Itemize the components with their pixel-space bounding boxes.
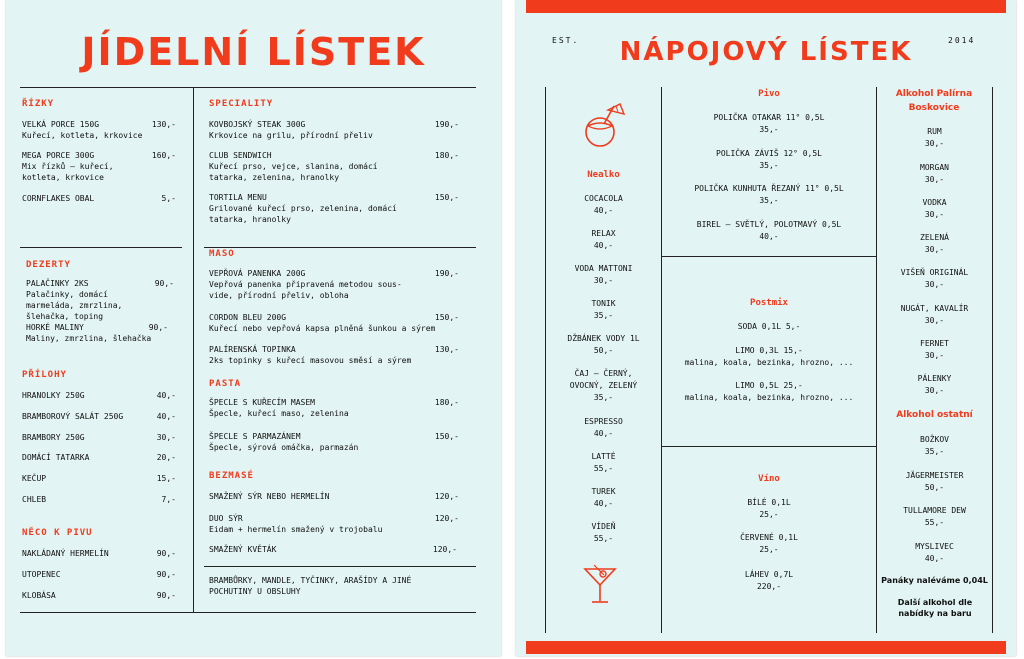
item-name: NAKLÁDANÝ HERMELÍN <box>22 549 109 558</box>
drink-price: 25,- <box>759 545 779 554</box>
top-accent-bar <box>526 0 1006 13</box>
drink-price: 40,- <box>593 429 614 438</box>
menu-item <box>209 491 459 502</box>
bottom-accent-bar <box>526 641 1006 654</box>
item-name: CORDON BLEU 200G <box>209 313 287 322</box>
item-name: DUO SÝR <box>209 514 243 523</box>
menu-item <box>22 494 176 505</box>
drink-price: 30,- <box>924 386 945 395</box>
item-price: 160,- <box>151 151 176 160</box>
drink-item <box>877 338 992 362</box>
drink-name: DŽBÁNEK VODY 1L <box>567 334 640 343</box>
section-title-bezmase: BEZMASÉ <box>209 471 254 481</box>
drink-price: 40,- <box>924 554 945 563</box>
drink-item <box>546 263 661 287</box>
drink-name: BÍLÉ 0,1L <box>747 498 791 507</box>
drink-price: 30,- <box>924 139 945 148</box>
drink-item <box>877 126 992 150</box>
item-desc: Špecle, sýrová omáčka, parmazán <box>209 443 359 452</box>
item-price: 120,- <box>434 492 459 501</box>
coconut-drink-icon <box>580 100 626 150</box>
item-price: 90,- <box>148 323 168 332</box>
item-name: ŠPECLE S KUŘECÍM MASEM <box>209 398 315 407</box>
section-title-rizky: ŘÍZKY <box>22 99 55 109</box>
snacks-note-text: BRAMBŮRKY, MANDLE, TYČINKY, ARAŠÍDY A JINÉ POCHUTINY U OBSLUHY <box>209 576 412 596</box>
section-title-prilohy: PŘÍLOHY <box>22 370 67 380</box>
drink-item <box>546 451 661 475</box>
divider <box>662 446 876 447</box>
item-name: ŠPECLE S PARMAZÁNEM <box>209 432 301 441</box>
drink-name: RUM <box>927 127 942 136</box>
drink-price: 30,- <box>924 316 945 325</box>
drink-name: POLIČKA KUNHUTA ŘEZANÝ 11° 0,5L <box>694 184 844 193</box>
item-desc: Špecle, kuřecí maso, zelenina <box>209 409 349 418</box>
drink-name: ČERVENÉ 0,1L <box>740 533 798 542</box>
section-title-pasta: PASTA <box>209 379 242 389</box>
drink-name: VODKA <box>922 198 947 207</box>
menu-item <box>22 390 176 401</box>
drink-name: FERNET <box>920 339 949 348</box>
column-divider <box>992 87 993 633</box>
item-desc: Grilované kuřecí prso, zelenina, domácí tatarka, hranolky <box>209 204 397 224</box>
item-price: 150,- <box>434 432 459 441</box>
menu-item <box>22 411 176 422</box>
drink-name: LIMO 0,5L 25,- <box>735 381 803 390</box>
drink-price: 40,- <box>593 499 614 508</box>
drink-item <box>877 541 992 565</box>
food-menu-title: JÍDELNÍ LÍSTEK <box>81 30 426 74</box>
drink-price: 30,- <box>924 175 945 184</box>
drink-name: NUGÁT, KAVALÍR <box>900 304 969 313</box>
drink-desc: malina, koala, bezinka, hrozno, ... <box>684 393 854 402</box>
section-title-postmix: Postmix <box>750 298 788 308</box>
menu-item <box>22 432 176 443</box>
item-name: SMAŽENÝ KVĚTÁK <box>209 545 277 554</box>
menu-item <box>209 344 459 366</box>
drink-price: 30,- <box>593 276 614 285</box>
item-name: PALAČINKY 2KS <box>26 279 89 288</box>
drink-item <box>662 183 876 207</box>
item-name: KEČUP <box>22 474 47 483</box>
item-price: 180,- <box>434 151 459 160</box>
item-price: 15,- <box>156 474 176 483</box>
item-name: PALÍRENSKÁ TOPINKA <box>209 345 296 354</box>
drink-name: MYSLIVEC <box>915 542 954 551</box>
drink-item <box>546 521 661 545</box>
drink-item <box>662 219 876 243</box>
drink-price: 35,- <box>759 161 779 170</box>
drink-item <box>877 505 992 529</box>
drink-item <box>546 228 661 252</box>
menu-item <box>22 590 176 601</box>
divider <box>662 256 876 257</box>
menu-item <box>22 452 176 463</box>
item-price: 5,- <box>161 194 176 203</box>
drink-name: VODA MATTONI <box>574 264 633 273</box>
item-price: 130,- <box>151 120 176 129</box>
drink-name: LÁHEV 0,7L <box>744 570 794 579</box>
drink-price: 30,- <box>924 210 945 219</box>
menu-item <box>209 312 459 334</box>
item-desc: Kuřecí prso, vejce, slanina, domácí tatarka, zelenina, hranolky <box>209 162 378 182</box>
drink-price: 35,- <box>924 447 945 456</box>
menu-item <box>22 548 176 559</box>
menu-item <box>209 192 459 225</box>
item-price: 130,- <box>434 345 459 354</box>
menu-item <box>22 119 176 141</box>
drink-name: TULLAMORE DEW <box>903 506 966 515</box>
item-name: TORTILA MENU <box>209 193 267 202</box>
drink-name: MORGAN <box>920 163 949 172</box>
food-menu-page <box>6 0 501 656</box>
snacks-note <box>209 575 444 597</box>
item-price: 90,- <box>154 279 174 288</box>
drink-price: 30,- <box>924 280 945 289</box>
menu-item <box>22 193 176 204</box>
section-title-speciality: SPECIALITY <box>209 99 274 109</box>
item-price: 7,- <box>161 495 176 504</box>
drink-name: COCACOLA <box>584 194 623 203</box>
drink-price: 35,- <box>593 311 614 320</box>
drink-name: PÁLENKY <box>917 374 952 383</box>
item-price: 190,- <box>434 120 459 129</box>
item-name: SMAŽENÝ SÝR NEBO HERMELÍN <box>209 492 330 501</box>
cocktail-glass-icon <box>582 563 618 607</box>
item-desc: Eidam + hermelín smažený v trojobalu <box>209 525 383 534</box>
drink-item <box>556 368 651 404</box>
item-name: HRANOLKY 250G <box>22 391 85 400</box>
section-title-ostatni: Alkohol ostatní <box>896 410 973 420</box>
drink-price: 55,- <box>593 534 614 543</box>
bar-offer-note: Další alkohol dle nabídky na baru <box>897 598 973 618</box>
item-name: BRAMBORY 250G <box>22 433 85 442</box>
item-price: 40,- <box>156 412 176 421</box>
menu-item <box>209 150 459 183</box>
drink-item <box>662 380 876 404</box>
drink-item <box>877 232 992 256</box>
drink-price: 55,- <box>924 518 945 527</box>
menu-item <box>22 150 176 183</box>
drink-item <box>662 497 876 521</box>
drink-item <box>877 303 992 327</box>
drink-name: LIMO 0,3L 15,- <box>735 346 803 355</box>
drink-name: TUREK <box>591 487 616 496</box>
menu-item <box>209 431 459 453</box>
item-price: 30,- <box>156 433 176 442</box>
drink-price: 35,- <box>759 196 779 205</box>
drink-name: LATTÉ <box>591 452 616 461</box>
shot-size-note: Panáky naléváme 0,04L <box>881 576 988 585</box>
drink-item <box>877 434 992 458</box>
menu-item <box>209 513 459 535</box>
item-name: MEGA PORCE 300G <box>22 151 95 160</box>
item-name: CORNFLAKES OBAL <box>22 194 95 203</box>
divider <box>20 87 476 88</box>
item-desc: Mix řízků – kuřecí, kotleta, krkovice <box>22 162 114 182</box>
menu-item <box>22 473 176 484</box>
item-price: 90,- <box>156 549 176 558</box>
item-price: 150,- <box>434 313 459 322</box>
menu-item <box>22 569 176 580</box>
menu-item <box>26 322 168 344</box>
drink-name: ESPRESSO <box>584 417 623 426</box>
drink-name: BOŽKOV <box>920 435 949 444</box>
divider <box>20 247 182 248</box>
item-desc: Palačinky, domácí marmeláda, zmrzlina, šlehačka, toping <box>26 290 123 321</box>
drink-price: 50,- <box>593 346 614 355</box>
drink-item <box>546 486 661 510</box>
item-price: 40,- <box>156 391 176 400</box>
drink-price: 30,- <box>924 245 945 254</box>
menu-item <box>209 397 459 419</box>
drink-item <box>662 321 876 333</box>
drink-name: VÍDEŇ <box>591 522 616 531</box>
menu-item <box>209 268 459 301</box>
divider <box>204 247 476 248</box>
drink-name: ZELENÁ <box>920 233 949 242</box>
item-desc: 2ks topinky s kuřecí masovou směsí a sýrem <box>209 356 412 365</box>
drink-item <box>546 193 661 217</box>
section-title-neco-k-pivu: NĚCO K PIVU <box>22 528 93 538</box>
item-name: CHLEB <box>22 495 47 504</box>
drink-item <box>877 267 992 291</box>
drink-price: 35,- <box>593 393 614 402</box>
drinks-menu-title: NÁPOJOVÝ LÍSTEK <box>619 37 913 67</box>
item-desc: Kuřecí, kotleta, krkovice <box>22 131 143 140</box>
item-price: 120,- <box>432 545 457 554</box>
item-name: UTOPENEC <box>22 570 61 579</box>
section-title-nealko: Nealko <box>587 170 620 180</box>
item-name: DOMÁCÍ TATARKA <box>22 453 90 462</box>
drink-item <box>877 373 992 397</box>
divider <box>20 612 476 613</box>
drink-price: 55,- <box>593 464 614 473</box>
item-desc: Vepřová panenka připravená metodou sous-vide, přírodní přeliv, obloha <box>209 280 402 300</box>
drink-item <box>877 470 992 494</box>
item-desc: Maliny, zmrzlina, šlehačka <box>26 334 152 343</box>
drink-item <box>877 197 992 221</box>
item-name: BRAMBOROVÝ SALÁT 250G <box>22 412 124 421</box>
est-label: EST. <box>552 36 580 45</box>
divider <box>204 566 476 567</box>
item-name: VELKÁ PORCE 150G <box>22 120 100 129</box>
drink-name: VIŠEŇ ORIGINÁL <box>900 268 969 277</box>
drink-price: 35,- <box>759 125 779 134</box>
drink-item <box>662 148 876 172</box>
drink-price: 220,- <box>756 582 782 591</box>
item-price: 120,- <box>434 514 459 523</box>
drink-name: POLIČKA OTAKAR 11° 0,5L <box>713 113 825 122</box>
drink-name: JÄGERMEISTER <box>905 471 964 480</box>
section-title-pivo: Pivo <box>758 89 780 99</box>
est-year: 2014 <box>948 36 976 45</box>
menu-item <box>26 278 174 322</box>
drink-price: 40,- <box>759 232 779 241</box>
section-title-maso: MASO <box>209 249 235 259</box>
drink-name: ČAJ – ČERNÝ, OVOCNÝ, ZELENÝ <box>569 369 638 390</box>
section-title-palirna: Alkohol Palírna Boskovice <box>895 89 973 113</box>
drink-item <box>546 416 661 440</box>
drink-item <box>546 298 661 322</box>
drink-name: TONIK <box>591 299 616 308</box>
drink-name: BIREL – SVĚTLÝ, POLOTMAVÝ 0,5L <box>696 220 842 229</box>
menu-item <box>209 119 459 141</box>
drink-item <box>662 532 876 556</box>
item-price: 190,- <box>434 269 459 278</box>
item-name: KOVBOJSKÝ STEAK 300G <box>209 120 306 129</box>
drink-item <box>546 333 661 357</box>
item-price: 90,- <box>156 570 176 579</box>
drink-item <box>662 345 876 369</box>
drink-desc: malina, koala, bezinka, hrozno, ... <box>684 358 854 367</box>
drink-name: SODA 0,1L 5,- <box>737 322 801 331</box>
item-price: 90,- <box>156 591 176 600</box>
item-price: 20,- <box>156 453 176 462</box>
drink-price: 30,- <box>924 351 945 360</box>
menu-item <box>209 544 457 555</box>
drink-name: POLIČKA ZÁVIŠ 12° 0,5L <box>716 149 822 158</box>
drink-price: 40,- <box>593 206 614 215</box>
section-title-vino: Víno <box>758 474 780 484</box>
item-price: 150,- <box>434 193 459 202</box>
drink-price: 25,- <box>759 510 779 519</box>
item-name: VEPŘOVÁ PANENKA 200G <box>209 269 306 278</box>
drink-price: 50,- <box>924 483 945 492</box>
drink-price: 40,- <box>593 241 614 250</box>
item-name: CLUB SENDWICH <box>209 151 272 160</box>
drink-item <box>877 162 992 186</box>
drink-name: RELAX <box>591 229 616 238</box>
item-name: HORKÉ MALINY <box>26 323 84 332</box>
drink-item <box>662 112 876 136</box>
item-desc: Kuřecí nebo vepřová kapsa plněná šunkou a sýrem <box>209 324 436 333</box>
drinks-menu-page <box>516 0 1016 656</box>
item-desc: Krkovice na grilu, přírodní přeliv <box>209 131 373 140</box>
column-divider <box>193 87 194 613</box>
drink-item <box>662 569 876 593</box>
section-title-dezerty: DEZERTY <box>26 260 71 270</box>
item-name: KLOBÁSA <box>22 591 56 600</box>
item-price: 180,- <box>434 398 459 407</box>
